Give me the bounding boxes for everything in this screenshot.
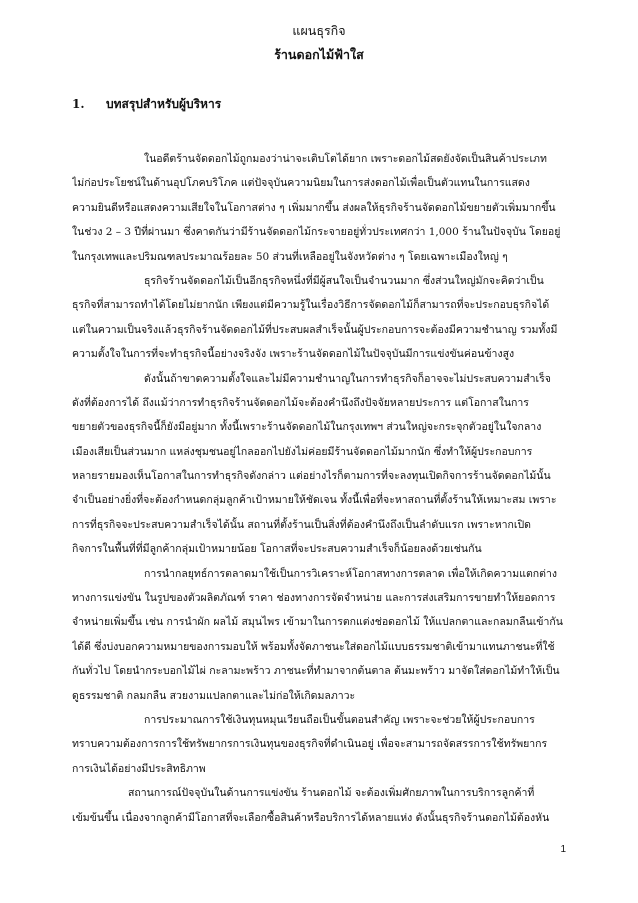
paragraph-line: การที่ธุรกิจจะประสบความสำเร็จได้นั้น สถานที่ตั้งร้านเป็นสิ่งที่ต้องคำนึงถึงเป็นลำดับแรก เพราะหากเปิด <box>72 518 531 531</box>
paragraph-line: ขยายตัวของธุรกิจนี้ก็ยังมีอยู่มาก ทั้งนี้เพราะร้านจัดดอกไม้ในกรุงเทพฯ ส่วนใหญ่จะกระจุกตัวอยู่ในใจกลาง <box>72 421 542 434</box>
paragraph-line: ในช่วง 2 – 3 ปีที่ผ่านมา ซึ่งคาดกันว่ามีร้านจัดดอกไม้กระจายอยู่ทั่วประเทศกว่า 1,000 ร้านในปัจจุบัน โดยอยู่ <box>72 226 561 239</box>
paragraph-line: การนำกลยุทธ์การตลาดมาใช้เป็นการวิเคราะห์โอกาสทางการตลาด เพื่อให้เกิดความแตกต่าง <box>144 567 558 580</box>
paragraph-line: ธุรกิจที่สามารถทำได้โดยไม่ยากนัก เพียงแต่มีความรู้ในเรื่องวิธีการจัดดอกไม้ก็สามารถที่จะประกอบธุรกิจได้ <box>72 299 550 312</box>
paragraph-line: การประมาณการใช้เงินทุนหมุนเวียนถือเป็นขั้นตอนสำคัญ เพราะจะช่วยให้ผู้ประกอบการ <box>144 713 535 726</box>
document-subtitle: ร้านดอกไม้ฟ้าใส <box>274 47 364 62</box>
paragraph-line: ไม่ก่อประโยชน์ในด้านอุปโภคบริโภค แต่ปัจจุบันความนิยมในการส่งดอกไม้เพื่อเป็นตัวแทนในการแสดง <box>72 177 530 190</box>
paragraph-line: จำเป็นอย่างยิ่งที่จะต้องกำหนดกลุ่มลูกค้าเป้าหมายให้ชัดเจน ทั้งนี้เพื่อที่จะหาสถานที่ตั้งร้านให้เหมาะสม เพราะ <box>72 494 557 507</box>
paragraph-line: เมืองเสียเป็นส่วนมาก แหล่งชุมชนอยู่ไกลออกไปยังไม่ค่อยมีร้านจัดดอกไม้มากนัก ซึ่งทำให้ผู้ประกอบการ <box>72 445 533 458</box>
paragraph-line: ทางการแข่งขัน ในรูปของตัวผลิตภัณฑ์ ราคา ช่องทางการจัดจำหน่าย และการส่งเสริมการขายทำให้ยอดการ <box>72 592 556 605</box>
paragraph-line: ดูธรรมชาติ กลมกลืน สวยงามแปลกตาและไม่ก่อให้เกิดมลภาวะ <box>72 689 356 702</box>
section-title: บทสรุปสำหรับผู้บริหาร <box>106 97 222 111</box>
paragraph-line: สถานการณ์ปัจจุบันในด้านการแข่งขัน ร้านดอกไม้ จะต้องเพิ่มศักยภาพในการบริการลูกค้าที่ <box>128 787 535 800</box>
paragraph-line: แต่ในความเป็นจริงแล้วธุรกิจร้านจัดดอกไม้ที่ประสบผลสำเร็จนั้นผู้ประกอบการจะต้องมีความชำนาญ รวมทั้งมี <box>72 323 558 336</box>
section-heading <box>72 95 221 114</box>
paragraph-line: กันทั่วไป โดยนำกระบอกไม้ไผ่ กะลามะพร้าว ภาชนะที่ทำมาจากต้นตาล ต้นมะพร้าว มาจัดใส่ดอกไม้ทำให้เป็น <box>72 665 560 678</box>
paragraph-line: ธุรกิจร้านจัดดอกไม้เป็นอีกธุรกิจหนึ่งที่มีผู้สนใจเป็นจำนวนมาก ซึ่งส่วนใหญ่มักจะคิดว่าเป็น <box>144 274 544 287</box>
document-title: แผนธุรกิจ <box>292 23 346 38</box>
paragraph-line: ทราบความต้องการการใช้ทรัพยากรการเงินทุนของธุรกิจที่ดำเนินอยู่ เพื่อจะสามารถจัดสรรการใช้ทรัพยากร <box>72 738 548 751</box>
paragraph-line: การเงินได้อย่างมีประสิทธิภาพ <box>72 762 206 775</box>
paragraph-line: ความยินดีหรือแสดงความเสียใจในโอกาสต่าง ๆ เพิ่มมากขึ้น ส่งผลให้ธุรกิจร้านจัดดอกไม้ขยายตัวเพิ่มมากขึ้น <box>72 201 556 214</box>
paragraph-line: ได้ดี ซึ่งบ่งบอกความหมายของการมอบให้ พร้อมทั้งจัดภาชนะใส่ดอกไม้แบบธรรมชาติเข้ามาแทนภาชนะที่ใช้ <box>72 640 555 653</box>
paragraph-line: ในอดีตร้านจัดดอกไม้ถูกมองว่าน่าจะเติบโตได้ยาก เพราะดอกไม้สดยังจัดเป็นสินค้าประเภท <box>144 153 547 165</box>
paragraph-line: ดังที่ต้องการได้ ถึงแม้ว่าการทำธุรกิจร้านจัดดอกไม้จะต้องคำนึงถึงปัจจัยหลายประการ แต่โอกาสในการ <box>72 396 529 409</box>
paragraph-line: ความตั้งใจในการที่จะทำธุรกิจนี้อย่างจริงจัง เพราะร้านจัดดอกไม้ในปัจจุบันมีการแข่งขันค่อนข้างสูง <box>72 348 515 361</box>
paragraph-line: ดังนั้นถ้าขาดความตั้งใจและไม่มีความชำนาญในการทำธุรกิจก็อาจจะไม่ประสบความสำเร็จ <box>144 372 551 385</box>
paragraph-line: จำหน่ายเพิ่มขึ้น เช่น การนำผัก ผลไม้ สมุนไพร เข้ามาในการตกแต่งช่อดอกไม้ ให้แปลกตาและกลมกลืนเข้ากัน <box>72 616 563 629</box>
paragraph-line: เข้มข้นขึ้น เนื่องจากลูกค้ามีโอกาสที่จะเลือกซื้อสินค้าหรือบริการได้หลายแห่ง ดังนั้นธุรกิจร้านดอกไม้ต้องหัน <box>72 811 550 824</box>
paragraph-line: หลายรายมองเห็นโอกาสในการทำธุรกิจดังกล่าว แต่อย่างไรก็ตามการที่จะลงทุนเปิดกิจการร้านจัดดอกไม้นั้น <box>72 470 551 483</box>
paragraph-line: ในกรุงเทพและปริมณฑลประมาณร้อยละ 50 ส่วนที่เหลืออยู่ในจังหวัดต่าง ๆ โดยเฉพาะเมืองใหญ่ ๆ <box>72 250 508 263</box>
paragraph-line: กิจการในพื้นที่ที่มีลูกค้ากลุ่มเป้าหมายน้อย โอกาสที่จะประสบความสำเร็จก็น้อยลงด้วยเช่นกัน <box>72 543 482 556</box>
section-number: 1. <box>72 97 85 111</box>
body-text <box>72 147 566 830</box>
page-number: 1 <box>560 844 566 855</box>
